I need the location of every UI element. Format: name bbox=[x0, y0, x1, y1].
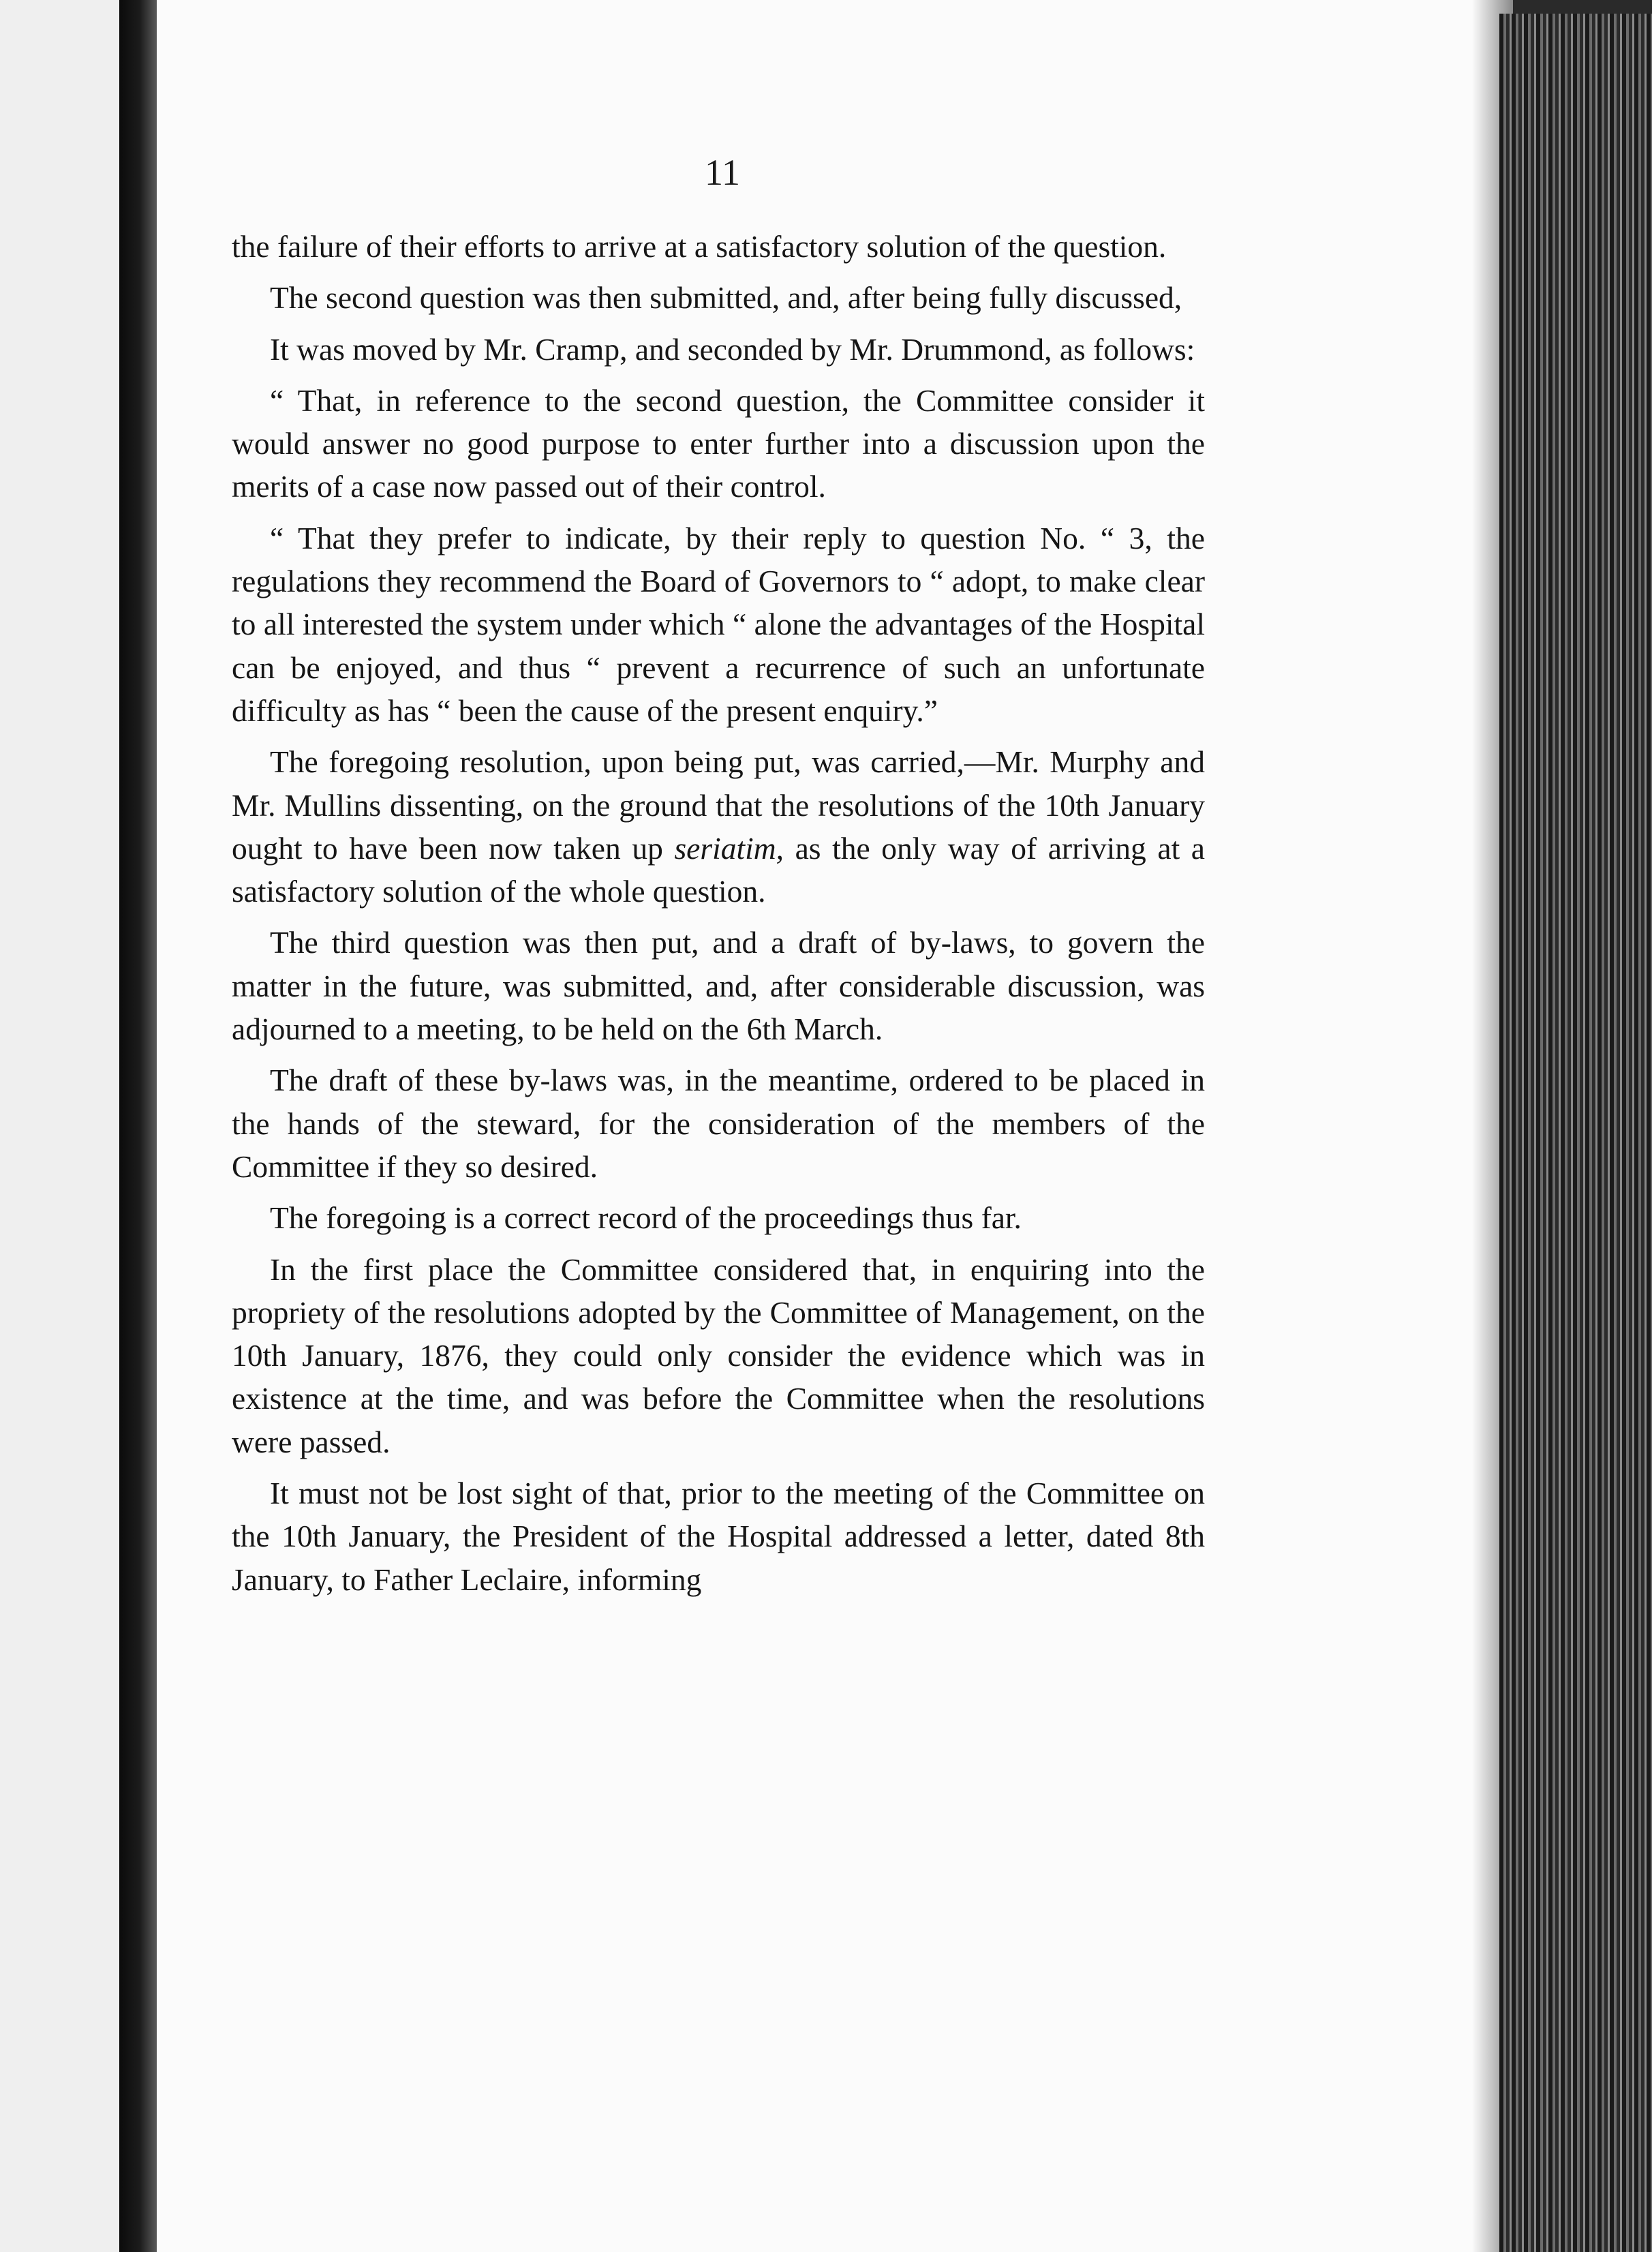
resolution-text: The foregoing resolution, upon being put, was carried,—Mr. Murphy and Mr. Mullins dissenting, on the ground that the resolutions of the 10th January ought to have been now taken up bbox=[232, 744, 1205, 866]
paragraph: The draft of these by-laws was, in the meantime, ordered to be placed in the hands of the steward, for the consideration of the members of the Committee if they so desired. bbox=[232, 1063, 1205, 1184]
quoted-resolution: “ That, in reference to the second question, the Committee consider it would answer no good purpose to enter further into a discussion upon the merits of a case now passed out of their control. bbox=[232, 382, 1205, 504]
book-gutter bbox=[119, 0, 157, 2252]
quoted-resolution: “ That they prefer to indicate, by their reply to question No. “ 3, the regulations they recommend the Board of Governors to “ adopt, to make clear to all interested the system under which “ alone the advantages of the Hospital can be enjoyed, and thus “ prevent a recurrence of such an unfortunate difficulty as has “ been the cause of the present enquiry.” bbox=[232, 520, 1205, 728]
page-body bbox=[232, 225, 1205, 1609]
book-page-edges bbox=[1499, 14, 1652, 2252]
resolution-text-end: as the only way of arriving at a satisfactory solution of the whole question. bbox=[232, 830, 1206, 909]
paragraph: It must not be lost sight of that, prior to the meeting of the Committee on the 10th January, the President of the Hospital addressed a letter, dated 8th January, to Father Leclaire, informing bbox=[232, 1476, 1205, 1597]
paragraph: In the first place the Committee considered that, in enquiring into the propriety of the resolutions adopted by the Committee of Management, on the 10th January, 1876, they could only consider the evidence which was in existence at the time, and was before the Committee when the resolutions were passed. bbox=[232, 1251, 1205, 1459]
paragraph: The second question was then submitted, and, after being fully discussed, bbox=[270, 280, 1182, 316]
paragraph: the failure of their efforts to arrive at a satisfactory solution of the question. bbox=[232, 229, 1167, 264]
facing-page-edge bbox=[0, 0, 119, 2252]
resolution-paragraph bbox=[232, 740, 1205, 913]
page-number: 11 bbox=[705, 152, 740, 193]
paragraph: The third question was then put, and a draft of by-laws, to govern the matter in the future, was submitted, and, after considerable discussion, was adjourned to a meeting, to be held on the 6th March. bbox=[232, 925, 1205, 1047]
paragraph: The foregoing is a correct record of the proceedings thus far. bbox=[270, 1200, 1022, 1236]
paragraph: It was moved by Mr. Cramp, and seconded by Mr. Drummond, as follows: bbox=[270, 331, 1195, 367]
italic-term: seriatim, bbox=[674, 830, 784, 866]
